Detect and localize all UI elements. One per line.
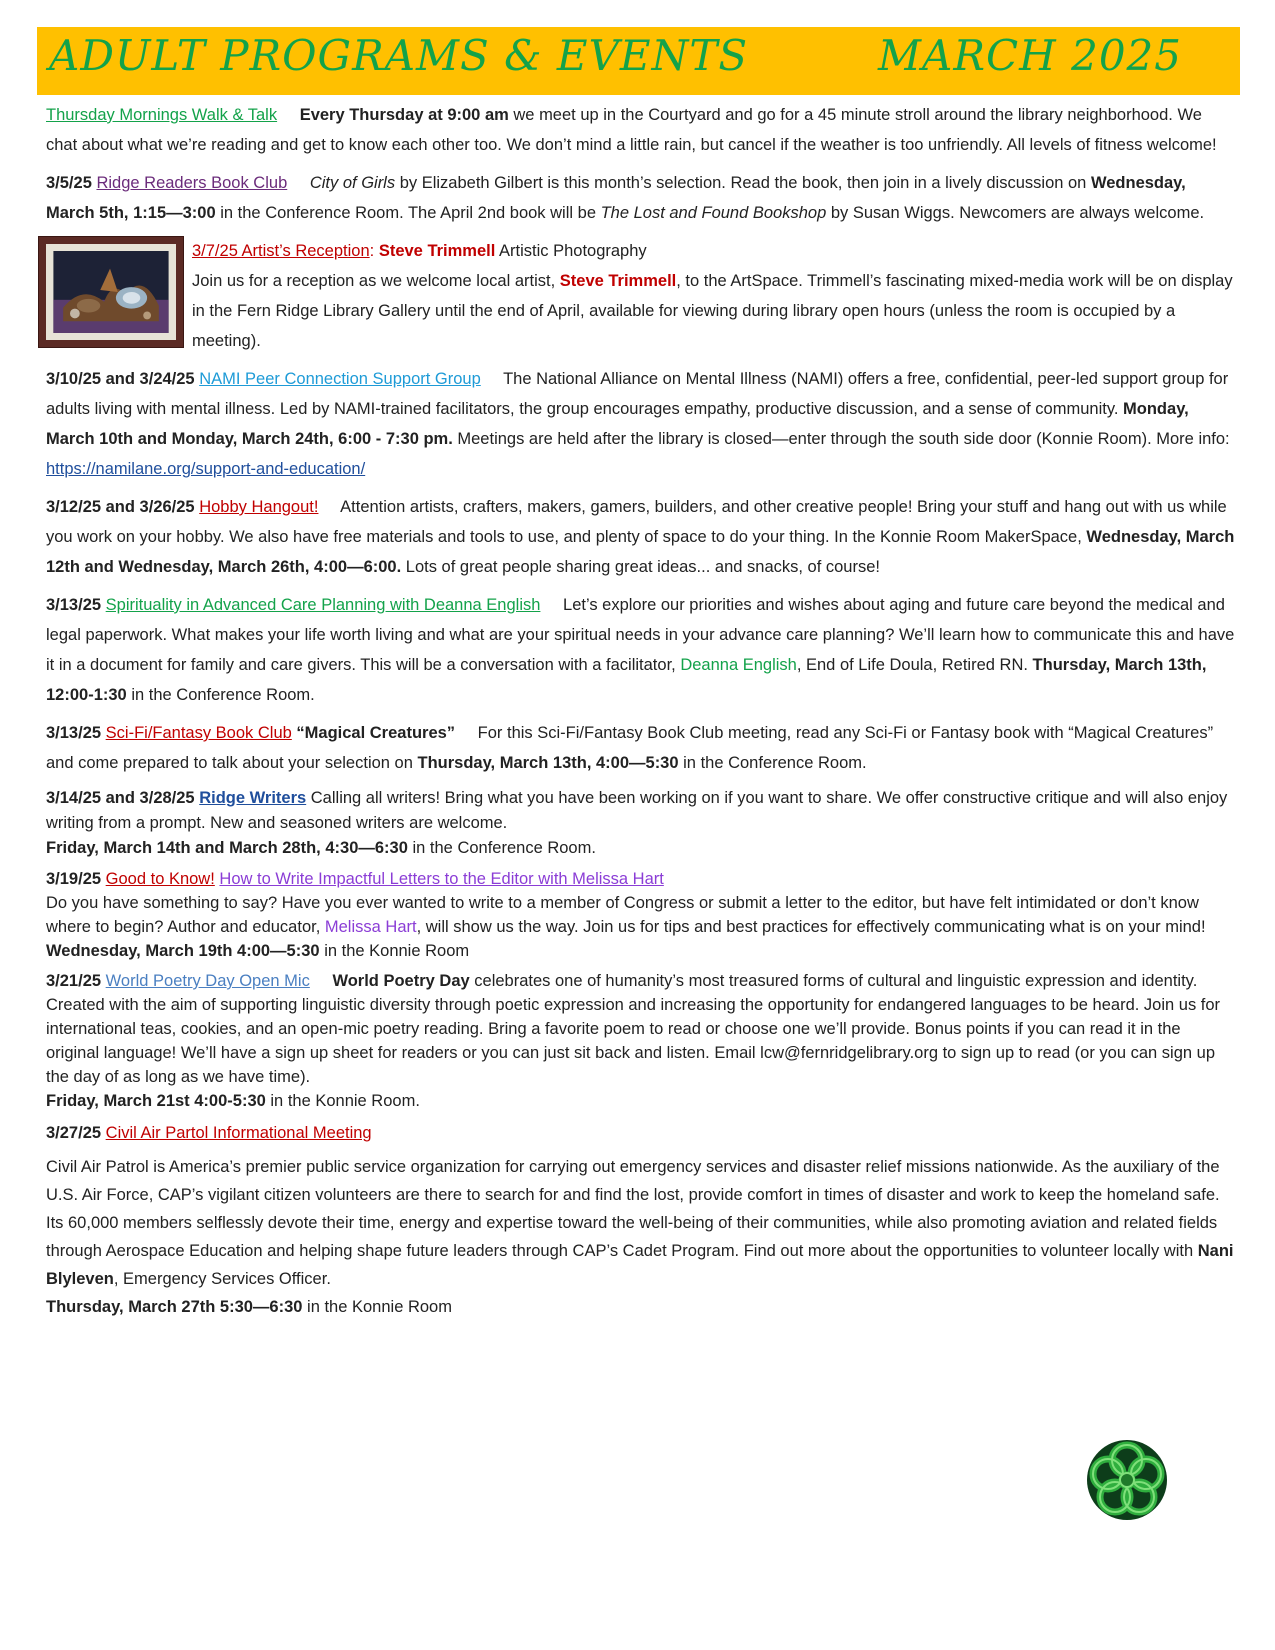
nami-link[interactable]: https://namilane.org/support-and-education/	[46, 460, 366, 478]
event-description: in the Konnie Room	[324, 942, 470, 960]
celtic-knot-icon	[1085, 1438, 1169, 1522]
event-date: 3/13/25	[46, 724, 102, 742]
event-letters-to-editor	[46, 867, 1236, 963]
event-theme: “Magical Creatures”	[296, 724, 456, 742]
page-title: ADULT PROGRAMS & EVENTS	[49, 31, 749, 80]
event-description: The National Alliance on Mental Illness (NAMI) offers a free, confidential, peer-led support group for adults living with mental illness. Led by NAMI-trained facilitators, the group encourages empathy, productive discussion, and a sense of community.	[46, 370, 1229, 418]
event-time: Thursday, March 27th 5:30—6:30	[46, 1298, 303, 1316]
event-subtitle: Artistic Photography	[499, 242, 647, 260]
event-description: Attention artists, crafters, makers, gamers, builders, and other creative people! Bring your stuff and hang out with us while you work on your hobby. We also have free materials and tools to use, and plenty of space to do your thing. In the Konnie Room MakerSpace,	[46, 498, 1227, 546]
event-time: Monday, March 10th and Monday, March 24th, 6:00 - 7:30 pm.	[46, 400, 1189, 448]
event-description: Let’s explore our priorities and wishes about aging and future care beyond the medical and legal paperwork. What makes your life worth living and what are your spiritual needs in your advance care planning? We’ll learn how to communicate this and have it in a document for family and care givers. This will be a conversation with a facilitator,	[46, 596, 1235, 674]
event-description: , End of Life Doula, Retired RN.	[796, 656, 1028, 674]
event-title[interactable]: Hobby Hangout!	[199, 498, 319, 516]
event-description: Meetings are held after the library is closed—enter through the south side door (Konnie Room). More info:	[457, 430, 1230, 448]
event-time: Thursday, March 13th, 4:00—5:30	[417, 754, 679, 772]
event-ridge-readers	[46, 168, 1236, 228]
event-nami-support-group	[46, 364, 1236, 484]
event-time: Wednesday, March 5th, 1:15—3:00	[46, 174, 1186, 222]
author-name: Melissa Hart	[324, 918, 417, 936]
event-title[interactable]: Ridge Readers Book Club	[96, 174, 288, 192]
event-title[interactable]: Thursday Mornings Walk & Talk	[46, 106, 278, 124]
event-description: by Susan Wiggs. Newcomers are always welcome.	[830, 204, 1205, 222]
event-date: 3/13/25	[46, 596, 102, 614]
artwork-photo	[38, 236, 184, 348]
page-month: MARCH 2025	[878, 31, 1182, 80]
event-description: in the Conference Room.	[412, 839, 596, 857]
event-lead: World Poetry Day	[332, 972, 470, 990]
event-description: Join us for a reception as we welcome local artist,	[192, 272, 556, 290]
event-time: Friday, March 21st 4:00-5:30	[46, 1092, 266, 1110]
event-description: celebrates one of humanity’s most treasured forms of cultural and linguistic expression and identity. Created with the aim of supporting linguistic diversity through poetic expression and increasing the opportunity for endangered languages to be heard. Join us for international teas, cookies, and an open-mic poetry reading. Bring a favorite poem to read or choose one we’ll provide. Bonus points if you can read it in the original language! We’ll have a sign up sheet for readers or you can just sit back and listen. Email lcw@fernridgelibrary.org to sign up to read (or you can sign up the day of as long as we have time).	[46, 972, 1221, 1086]
event-world-poetry-day	[46, 969, 1236, 1113]
event-title[interactable]: Ridge Writers	[199, 789, 307, 807]
event-description: , Emergency Services Officer.	[113, 1270, 331, 1288]
header-banner	[37, 27, 1240, 95]
book-title: The Lost and Found Bookshop	[600, 204, 827, 222]
event-description: in the Konnie Room	[307, 1298, 452, 1316]
event-description: For this Sci-Fi/Fantasy Book Club meeting, read any Sci-Fi or Fantasy book with “Magical Creatures” and come prepared to talk about your selection on	[46, 724, 1214, 772]
event-date: 3/14/25 and 3/28/25	[46, 789, 195, 807]
event-description: , to the ArtSpace. Trimmell’s fascinating mixed-media work will be on display in the Fern Ridge Library Gallery until the end of April, available for viewing during library open hours (unless the room is occupied by a meeting).	[192, 272, 1233, 350]
event-time: Every Thursday at 9:00 am	[299, 106, 509, 124]
event-title[interactable]: 3/7/25 Artist’s Reception	[192, 242, 370, 260]
event-description: by Elizabeth Gilbert is this month’s selection. Read the book, then join in a lively discussion on	[399, 174, 1087, 192]
event-description: in the Konnie Room.	[270, 1092, 420, 1110]
event-description: in the Conference Room. The April 2nd book will be	[220, 204, 596, 222]
event-title[interactable]: Sci-Fi/Fantasy Book Club	[105, 724, 292, 742]
event-description: Civil Air Patrol is America’s premier public service organization for carrying out emergency services and disaster relief missions nationwide. As the auxiliary of the U.S. Air Force, CAP’s vigilant citizen volunteers are there to search for and find the lost, provide comfort in times of disaster and work to keep the homeland safe. Its 60,000 members selflessly devote their time, energy and expertise toward the well-being of their communities, while also promoting aviation and related fields through Aerospace Education and helping shape future leaders through CAP’s Cadet Program. Find out more about the opportunities to volunteer locally with	[46, 1158, 1220, 1260]
event-title[interactable]: Spirituality in Advanced Care Planning with Deanna English	[105, 596, 541, 614]
event-title[interactable]: NAMI Peer Connection Support Group	[199, 370, 481, 388]
event-date: 3/27/25	[46, 1124, 102, 1142]
event-title-colon: :	[369, 242, 375, 260]
officer-name: Nani Blyleven	[46, 1242, 1234, 1288]
event-walk-and-talk	[46, 100, 1236, 160]
book-title: City of Girls	[309, 174, 396, 192]
event-artist-reception	[38, 236, 1236, 356]
event-date: 3/5/25	[46, 174, 92, 192]
event-time: Wednesday, March 19th 4:00—5:30	[46, 942, 320, 960]
event-civil-air-patrol	[46, 1119, 1236, 1321]
event-description: Calling all writers! Bring what you have been working on if you want to share. We offer constructive critique and will also enjoy writing from a prompt. New and seasoned writers are welcome.	[46, 789, 1228, 832]
event-title[interactable]: World Poetry Day Open Mic	[105, 972, 310, 990]
event-spirituality-care-planning	[46, 590, 1236, 710]
event-description: , will show us the way. Join us for tips and best practices for effectively communicating what is on your mind!	[416, 918, 1206, 936]
event-description: we meet up in the Courtyard and go for a 45 minute stroll around the library neighborhood. We chat about what we’re reading and get to know each other too. We don’t mind a little rain, but cancel if the weather is too unfriendly. All levels of fitness welcome!	[46, 106, 1217, 154]
framed-photograph-icon	[53, 251, 169, 333]
artist-name: Steve Trimmell	[378, 242, 496, 260]
event-title[interactable]: How to Write Impactful Letters to the Editor with Melissa Hart	[219, 870, 664, 888]
good-to-know-label[interactable]: Good to Know!	[105, 870, 215, 888]
event-date: 3/12/25 and 3/26/25	[46, 498, 195, 516]
event-description: Do you have something to say? Have you ever wanted to write to a member of Congress or submit a letter to the editor, but have felt intimidated or don’t know where to begin? Author and educator,	[46, 894, 1199, 936]
event-hobby-hangout	[46, 492, 1236, 582]
event-description: in the Conference Room.	[131, 686, 315, 704]
facilitator-name: Deanna English	[680, 656, 797, 674]
event-date: 3/19/25	[46, 870, 102, 888]
event-date: 3/21/25	[46, 972, 102, 990]
event-ridge-writers	[46, 786, 1236, 861]
event-time: Thursday, March 13th, 12:00-1:30	[46, 656, 1207, 704]
event-time: Wednesday, March 12th and Wednesday, March 26th, 4:00—6:00.	[46, 528, 1235, 576]
event-title[interactable]: Civil Air Partol Informational Meeting	[105, 1124, 372, 1142]
event-description: Lots of great people sharing great ideas... and snacks, of course!	[405, 558, 880, 576]
events-list	[46, 100, 1236, 1329]
event-date: 3/10/25 and 3/24/25	[46, 370, 195, 388]
event-scifi-book-club	[46, 718, 1236, 778]
artist-name: Steve Trimmell	[559, 272, 677, 290]
event-time: Friday, March 14th and March 28th, 4:30—6:30	[46, 839, 408, 857]
event-description: in the Conference Room.	[683, 754, 867, 772]
